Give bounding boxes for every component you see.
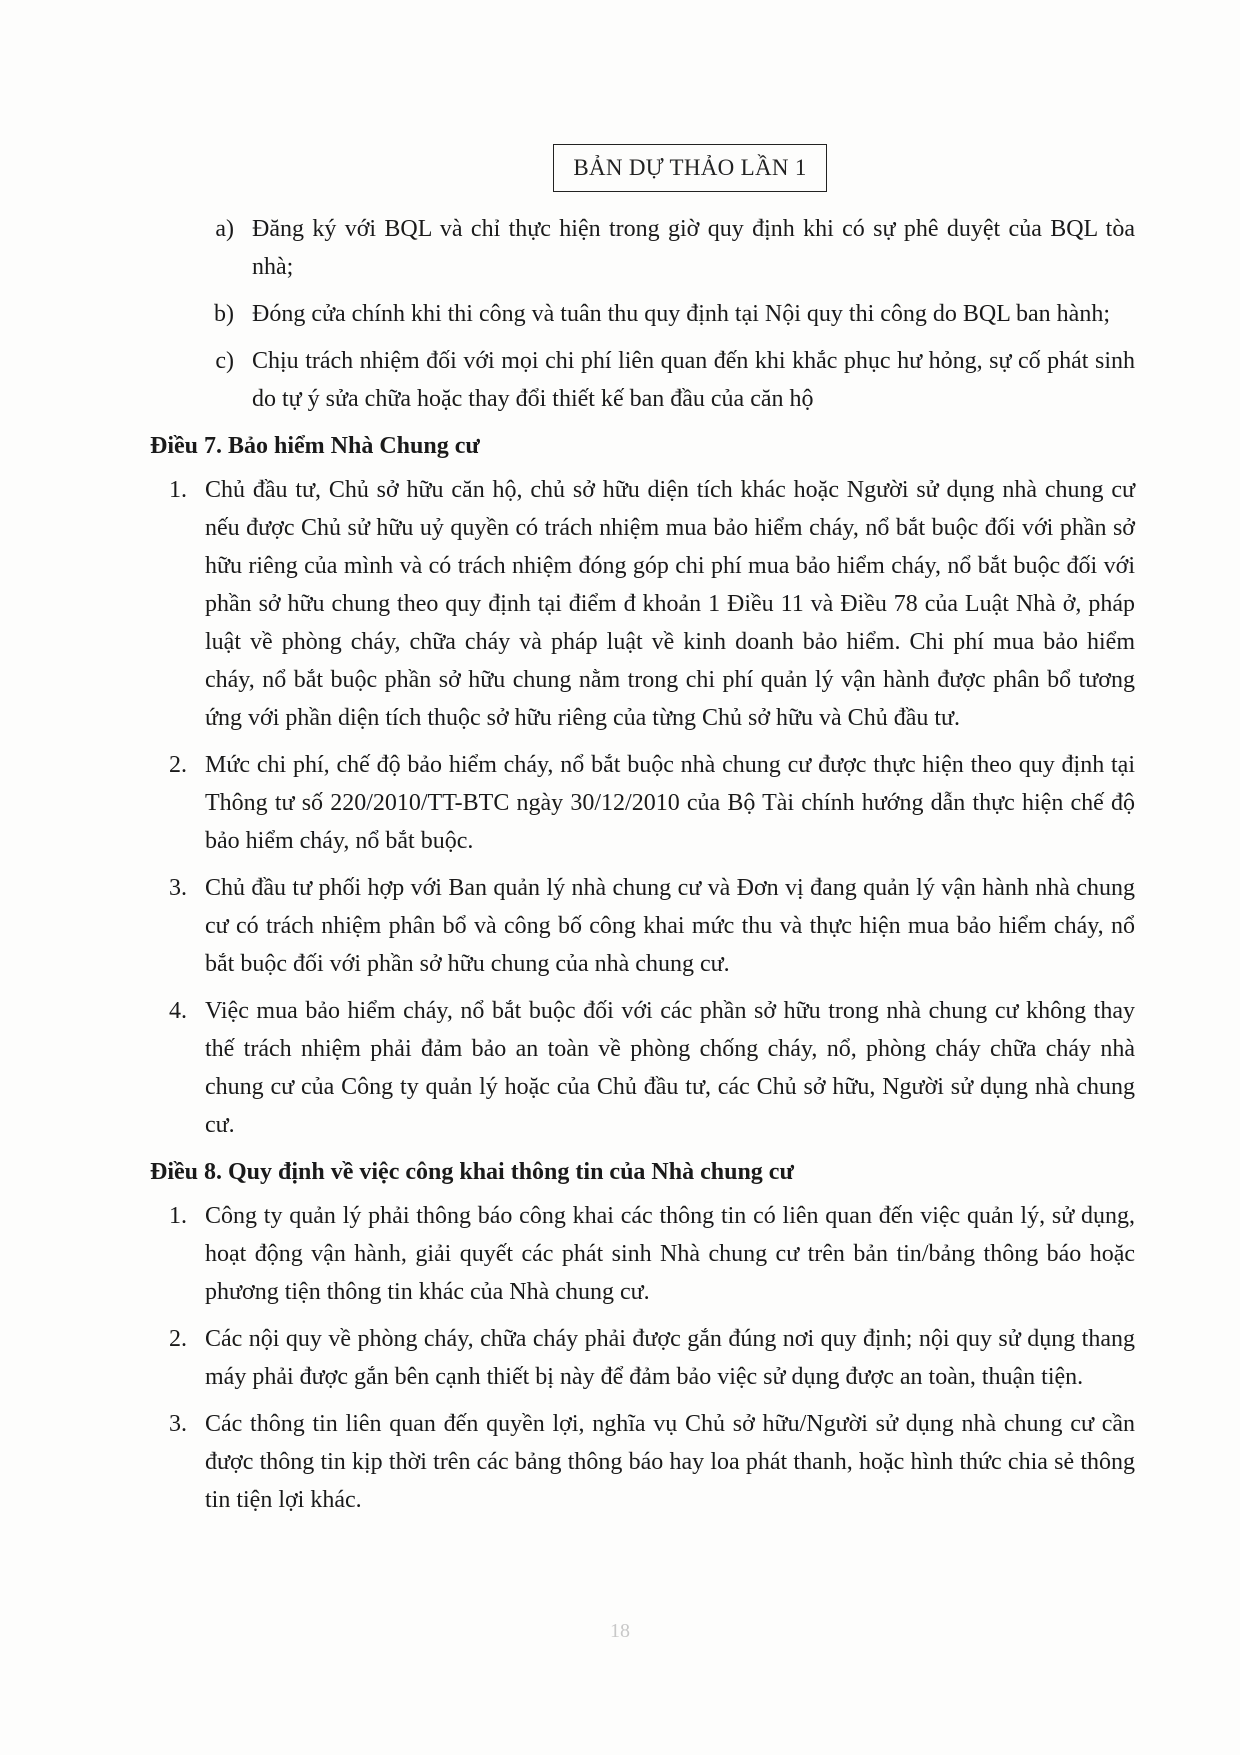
list-item — [150, 1405, 1135, 1519]
list-item — [150, 1320, 1135, 1396]
list-marker: b) — [214, 301, 234, 327]
list-item — [150, 342, 1135, 418]
list-text: Việc mua bảo hiểm cháy, nổ bắt buộc đối với các phần sở hữu trong nhà chung cư không thay thế trách nhiệm phải đảm bảo an toàn về phòng chống cháy, nổ, phòng cháy chữa cháy nhà chung cư của Công ty quản lý hoặc của Chủ đầu tư, các Chủ sở hữu, Người sử dụng nhà chung cư. — [205, 998, 1135, 1138]
list-item — [150, 746, 1135, 860]
list-text: Chủ đầu tư, Chủ sở hữu căn hộ, chủ sở hữu diện tích khác hoặc Người sử dụng nhà chung cư nếu được Chủ sử hữu uỷ quyền có trách nhiệm mua bảo hiểm cháy, nổ bắt buộc đối với phần sở hữu riêng của mình và có trách nhiệm đóng góp chi phí mua bảo hiểm cháy, nổ bắt buộc đối với phần sở hữu chung theo quy định tại điểm đ khoản 1 Điều 11 và Điều 78 của Luật Nhà ở, pháp luật về phòng cháy, chữa cháy và pháp luật về kinh doanh bảo hiểm. Chi phí mua bảo hiểm cháy, nổ bắt buộc phần sở hữu chung nằm trong chi phí quản lý vận hành được phân bổ tương ứng với phần diện tích thuộc sở hữu riêng của từng Chủ sở hữu và Chủ đầu tư. — [205, 477, 1135, 731]
list-marker: 2. — [169, 1326, 187, 1352]
list-item — [150, 295, 1135, 333]
article-7-heading: Điều 7. Bảo hiểm Nhà Chung cư — [150, 433, 480, 459]
list-item — [150, 210, 1135, 286]
list-marker: 3. — [169, 1411, 187, 1437]
list-marker: 2. — [169, 752, 187, 778]
list-marker: 1. — [169, 1203, 187, 1229]
list-marker: c) — [215, 348, 234, 374]
list-text: Chịu trách nhiệm đối với mọi chi phí liên quan đến khi khắc phục hư hỏng, sự cố phát sinh do tự ý sửa chữa hoặc thay đổi thiết kế ban đầu của căn hộ — [252, 348, 1135, 412]
page-number: 18 — [610, 1620, 630, 1642]
draft-label: BẢN DỰ THẢO LẦN 1 — [573, 155, 807, 180]
intro-list — [150, 210, 1135, 418]
list-text: Công ty quản lý phải thông báo công khai các thông tin có liên quan đến việc quản lý, sử dụng, hoạt động vận hành, giải quyết các phát sinh Nhà chung cư trên bản tin/bảng thông báo hoặc phương tiện thông tin khác của Nhà chung cư. — [205, 1203, 1135, 1305]
article-8-heading: Điều 8. Quy định về việc công khai thông tin của Nhà chung cư — [150, 1159, 794, 1185]
list-item — [150, 992, 1135, 1144]
list-marker: 4. — [169, 998, 187, 1024]
list-text: Các nội quy về phòng cháy, chữa cháy phải được gắn đúng nơi quy định; nội quy sử dụng thang máy phải được gắn bên cạnh thiết bị này để đảm bảo việc sử dụng được an toàn, thuận tiện. — [205, 1326, 1135, 1390]
list-text: Các thông tin liên quan đến quyền lợi, nghĩa vụ Chủ sở hữu/Người sử dụng nhà chung cư cần được thông tin kịp thời trên các bảng thông báo hay loa phát thanh, hoặc hình thức chia sẻ thông tin tiện lợi khác. — [205, 1411, 1135, 1513]
list-text: Đóng cửa chính khi thi công và tuân thu quy định tại Nội quy thi công do BQL ban hành; — [252, 301, 1110, 327]
draft-label-box — [553, 144, 827, 192]
article-7-list — [150, 471, 1135, 1144]
list-text: Đăng ký với BQL và chỉ thực hiện trong giờ quy định khi có sự phê duyệt của BQL tòa nhà; — [252, 216, 1135, 280]
list-item — [150, 471, 1135, 737]
list-marker: a) — [215, 216, 234, 242]
list-marker: 3. — [169, 875, 187, 901]
list-text: Chủ đầu tư phối hợp với Ban quản lý nhà chung cư và Đơn vị đang quản lý vận hành nhà chung cư có trách nhiệm phân bổ và công bố công khai mức thu và thực hiện mua bảo hiểm cháy, nổ bắt buộc đối với phần sở hữu chung của nhà chung cư. — [205, 875, 1135, 977]
list-marker: 1. — [169, 477, 187, 503]
list-item — [150, 869, 1135, 983]
list-item — [150, 1197, 1135, 1311]
article-8-list — [150, 1197, 1135, 1519]
document-content — [150, 210, 1135, 1528]
list-text: Mức chi phí, chế độ bảo hiểm cháy, nổ bắt buộc nhà chung cư được thực hiện theo quy định tại Thông tư số 220/2010/TT-BTC ngày 30/12/2010 của Bộ Tài chính hướng dẫn thực hiện chế độ bảo hiểm cháy, nổ bắt buộc. — [205, 752, 1135, 854]
